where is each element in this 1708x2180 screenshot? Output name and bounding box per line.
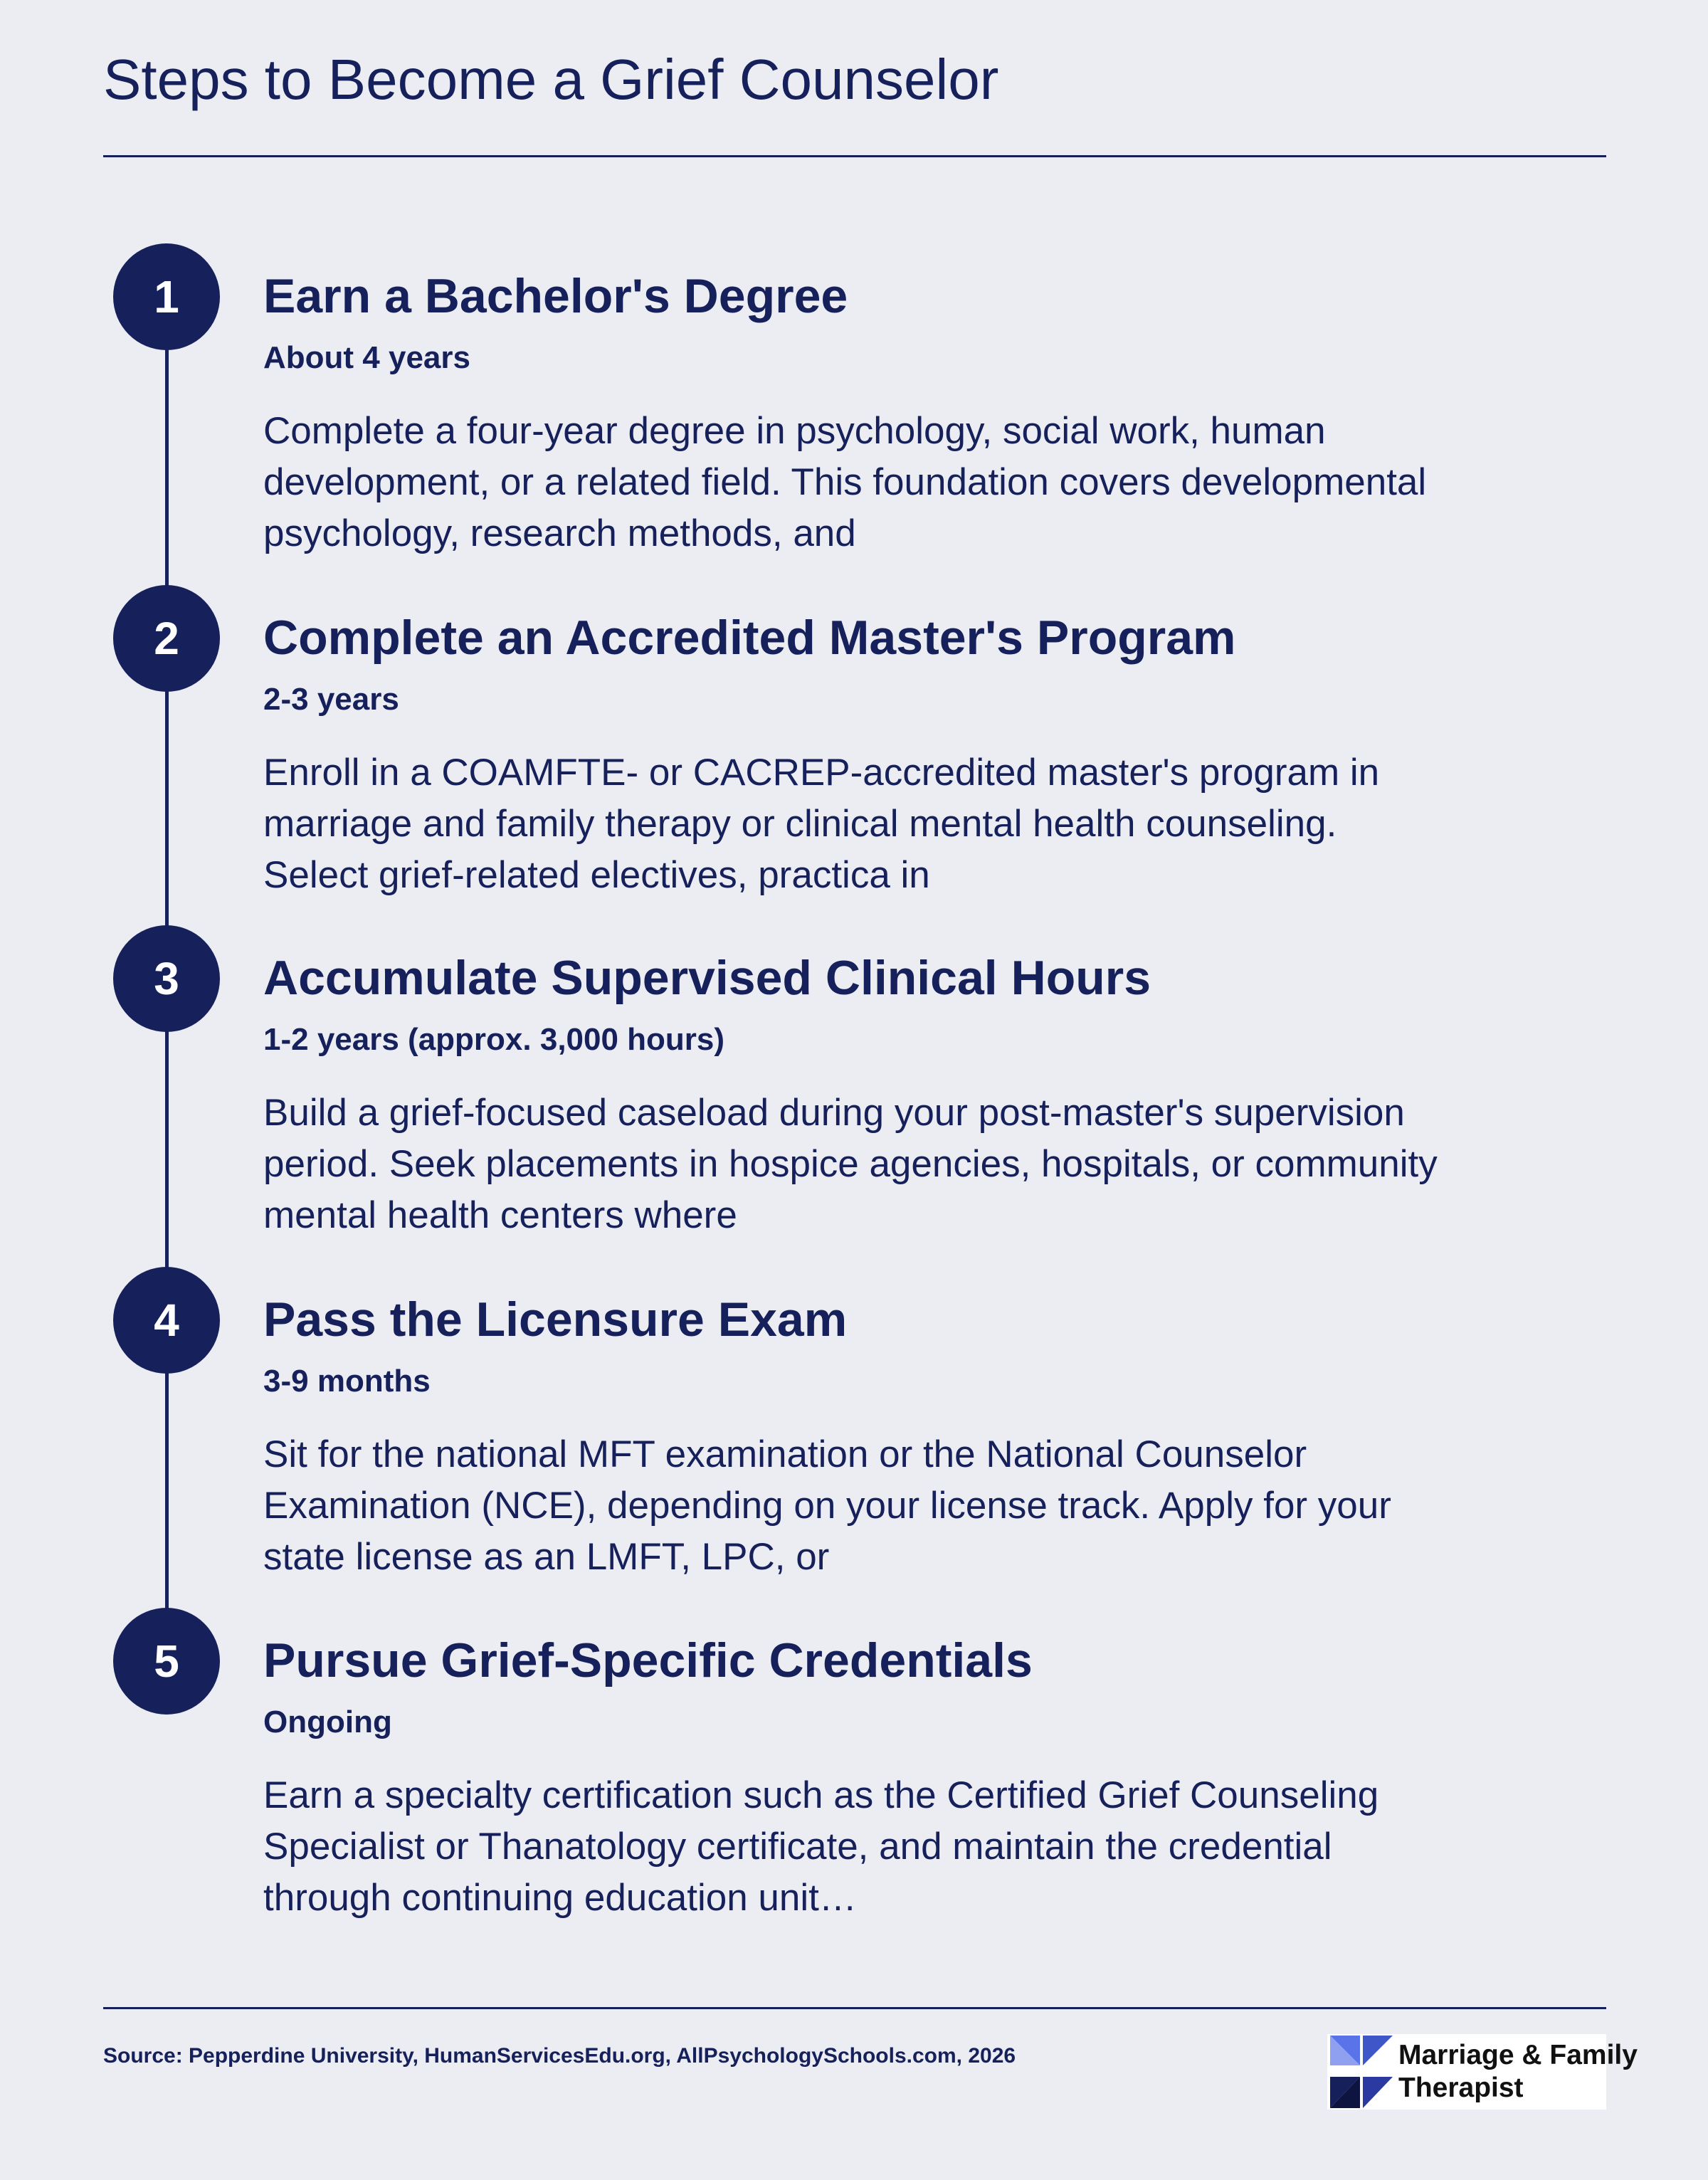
step-description: Enroll in a COAMFTE- or CACREP-accredited master's program in marriage and family therapy or clinical mental health counseling. Select grief-related electives, practica in — [263, 752, 1380, 896]
title-divider — [103, 155, 1606, 157]
step-title: Complete an Accredited Master's Program — [263, 611, 1236, 665]
step-number-badge: 4 — [113, 1267, 220, 1374]
step-description: Sit for the national MFT examination or the National Counselor Examination (NCE), depending on your license track. Apply for your state license as an LMFT, LPC, or — [263, 1433, 1391, 1578]
step-duration: 1-2 years (approx. 3,000 hours) — [263, 1022, 725, 1057]
step-duration: About 4 years — [263, 340, 470, 375]
step-description: Complete a four-year degree in psychology, social work, human development, or a related field. This foundation covers developmental psychology, research methods, and — [263, 410, 1427, 554]
source-note: Source: Pepperdine University, HumanServicesEdu.org, AllPsychologySchools.com, 2026 — [103, 2044, 1016, 2068]
step-number-badge: 2 — [113, 585, 220, 692]
logo-line-2: Therapist — [1398, 2073, 1524, 2103]
marriage-family-therapist-logo-icon — [1330, 2036, 1393, 2108]
step-title: Pursue Grief-Specific Credentials — [263, 1633, 1033, 1687]
logo-line-1: Marriage & Family — [1398, 2040, 1638, 2070]
step-duration: 3-9 months — [263, 1364, 431, 1399]
step-number-badge: 3 — [113, 925, 220, 1032]
step-number-badge: 5 — [113, 1608, 220, 1715]
step-title: Pass the Licensure Exam — [263, 1292, 848, 1347]
brand-logo — [1327, 2034, 1638, 2110]
footer-divider — [103, 2007, 1606, 2009]
step-duration: 2-3 years — [263, 682, 399, 717]
step-description: Earn a specialty certification such as the Certified Grief Counseling Specialist or Thanatology certificate, and maintain the credential through continuing education unit… — [263, 1774, 1379, 1919]
step-title: Accumulate Supervised Clinical Hours — [263, 951, 1151, 1005]
step-number-badge: 1 — [113, 243, 220, 350]
step-description: Build a grief-focused caseload during your post-master's supervision period. Seek placements in hospice agencies, hospitals, or community mental health centers where — [263, 1092, 1438, 1236]
logo-wordmark — [1398, 2039, 1638, 2105]
page-title: Steps to Become a Grief Counselor — [103, 48, 999, 111]
step-duration: Ongoing — [263, 1705, 392, 1739]
step-title: Earn a Bachelor's Degree — [263, 269, 848, 323]
